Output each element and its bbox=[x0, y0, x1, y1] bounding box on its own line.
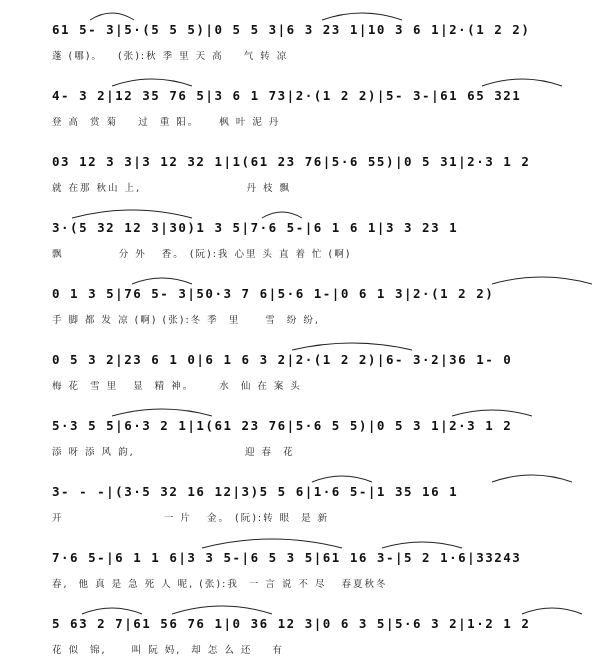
notation-line: 3- - -|(3·5 32 16 12|3)5 5 6|1·6 5-|1 35 16 1 bbox=[52, 484, 459, 499]
score-system bbox=[0, 330, 600, 396]
lyric-line: 春, 他 真 是 急 死 人 呢, (张):我 一 言 说 不 尽 春夏秋冬 bbox=[52, 579, 388, 590]
lyric-line: 蓬 (哪)。 (张):秋 季 里 天 高 气 转 凉 bbox=[52, 51, 289, 62]
slur-marks bbox=[52, 202, 592, 222]
slur-marks bbox=[52, 268, 592, 288]
score-system bbox=[0, 198, 600, 264]
lyric-line: 登 高 赏 菊 过 重 阳。 枫 叶 泥 丹 bbox=[52, 117, 281, 128]
notation-line: 5·3 5 5|6·3 2 1|1(61 23 76|5·6 5 5)|0 5 3 1|2·3 1 2 bbox=[52, 418, 513, 433]
score-system bbox=[0, 264, 600, 330]
score-system bbox=[0, 0, 600, 66]
notation-line: 4- 3 2|12 35 76 5|3 6 1 73|2·(1 2 2)|5- 3-|61 65 321 bbox=[52, 88, 522, 103]
lyric-line: 梅 花 雪 里 显 精 神。 水 仙 在 案 头 bbox=[52, 381, 302, 392]
lyric-line: 添 呀 添 风 韵, 迎 春 花 bbox=[52, 447, 295, 458]
notation-line: 03 12 3 3|3 12 32 1|1(61 23 76|5·6 55)|0 5 31|2·3 1 2 bbox=[52, 154, 531, 169]
notation-line: 5 63 2 7|61 56 76 1|0 36 12 3|0 6 3 5|5·6 3 2|1·2 1 2 bbox=[52, 616, 531, 631]
notation-line: 0 5 3 2|23 6 1 0|6 1 6 3 2|2·(1 2 2)|6- 3·2|36 1- 0 bbox=[52, 352, 513, 367]
slur-marks bbox=[52, 334, 592, 354]
slur-marks bbox=[52, 466, 592, 486]
score-system bbox=[0, 132, 600, 198]
lyric-line: 飘 分 外 香。 (阮):我 心里 头 直 着 忙 (啊) bbox=[52, 249, 352, 260]
score-system bbox=[0, 462, 600, 528]
lyric-line: 就 在那 秋山 上, 丹 枝 飘 bbox=[52, 183, 292, 194]
notation-line: 0 1 3 5|76 5- 3|50·3 7 6|5·6 1-|0 6 1 3|2·(1 2 2) bbox=[52, 286, 495, 301]
score-system bbox=[0, 66, 600, 132]
score-system bbox=[0, 528, 600, 594]
slur-marks bbox=[52, 4, 592, 24]
lyric-line: 花 似 锦, 叫 阮 妈, 却 怎 么 还 有 bbox=[52, 645, 284, 656]
slur-marks bbox=[52, 598, 592, 618]
notation-line: 7·6 5-|6 1 1 6|3 3 5-|6 5 3 5|61 16 3-|5 2 1·6|33243 bbox=[52, 550, 522, 565]
score-system bbox=[0, 396, 600, 462]
notation-line: 3·(5 32 12 3|30)1 3 5|7·6 5-|6 1 6 1|3 3 23 1 bbox=[52, 220, 459, 235]
lyric-line: 手 脚 都 发 凉 (啊) (张):冬 季 里 雪 纷 纷, bbox=[52, 315, 320, 326]
notation-line: 61 5- 3|5·(5 5 5)|0 5 5 3|6 3 23 1|10 3 6 1|2·(1 2 2) bbox=[52, 22, 531, 37]
score-system bbox=[0, 594, 600, 660]
slur-marks bbox=[52, 400, 592, 420]
slur-marks bbox=[52, 532, 592, 552]
lyric-line: 开 一 片 金。 (阮):转 眼 是 新 bbox=[52, 513, 330, 524]
slur-marks bbox=[52, 70, 592, 90]
